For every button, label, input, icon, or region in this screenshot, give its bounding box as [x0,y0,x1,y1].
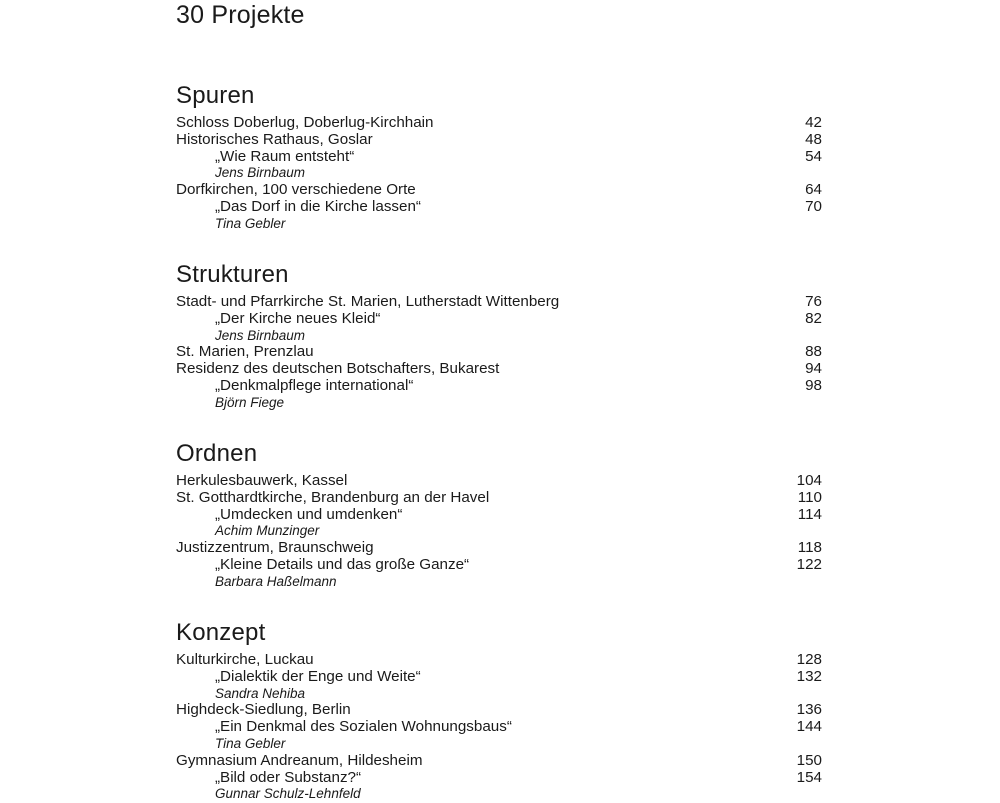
page-number: 154 [796,768,822,786]
page-number: 76 [805,293,822,310]
page-number: 128 [796,651,822,668]
toc-author [176,736,822,753]
toc-project-entry[interactable] [176,540,822,557]
entry-title: Herkulesbauwerk, Kassel [176,472,348,489]
entry-title: Highdeck-Siedlung, Berlin [176,701,351,719]
page-number: 104 [796,472,822,489]
toc-essay-entry[interactable] [176,311,822,328]
page-number: 144 [796,718,822,736]
toc-author [176,216,822,233]
author-name: Sandra Nehiba [215,685,306,701]
entry-title: Stadt- und Pfarrkirche St. Marien, Lutherstadt Wittenberg [176,293,560,310]
section-title: Spuren [176,82,255,109]
toc-essay-entry[interactable] [176,770,822,787]
toc-section [176,440,822,591]
toc-project-entry[interactable] [176,490,822,507]
entry-title: St. Gotthardtkirche, Brandenburg an der Havel [176,488,490,506]
toc-author [176,328,822,345]
page-number: 110 [797,488,822,506]
entry-title: „Denkmalpflege international“ [215,376,414,394]
entry-title: Dorfkirchen, 100 verschiedene Orte [176,181,416,199]
toc-essay-entry[interactable] [176,378,822,395]
toc-essay-entry[interactable] [176,719,822,736]
page-number: 54 [805,147,822,165]
page-number: 132 [796,667,822,685]
toc-project-entry[interactable] [176,294,822,311]
entry-title: „Dialektik der Enge und Weite“ [215,667,421,685]
entry-list [176,115,822,233]
toc-essay-entry[interactable] [176,199,822,216]
toc-author [176,574,822,591]
author-name: Barbara Haßelmann [215,573,337,589]
table-of-contents [176,0,822,802]
toc-essay-entry[interactable] [176,507,822,524]
entry-title: Kulturkirche, Luckau [176,651,314,668]
author-name: Tina Gebler [215,215,286,231]
toc-essay-entry[interactable] [176,669,822,686]
page-number: 136 [796,701,822,719]
author-name: Jens Birnbaum [215,327,306,343]
entry-title: Schloss Doberlug, Doberlug-Kirchhain [176,114,434,131]
toc-author [176,165,822,182]
entry-title: „Bild oder Substanz?“ [215,768,362,786]
toc-author [176,786,822,803]
entry-title: „Ein Denkmal des Sozialen Wohnungsbaus“ [215,718,512,736]
author-name: Tina Gebler [215,735,286,751]
page-number: 94 [805,360,822,378]
section-title: Ordnen [176,440,258,467]
section-title: Konzept [176,619,266,646]
section-title: Strukturen [176,261,289,288]
entry-list [176,294,822,412]
entry-title: „Wie Raum entsteht“ [215,147,355,165]
toc-project-entry[interactable] [176,344,822,361]
toc-author [176,686,822,703]
page-number: 88 [805,343,822,361]
toc-project-entry[interactable] [176,115,822,132]
toc-project-entry[interactable] [176,132,822,149]
toc-section [176,82,822,233]
author-name: Jens Birnbaum [215,165,306,181]
entry-title: Residenz des deutschen Botschafters, Bukarest [176,360,500,378]
page-title: 30 Projekte [176,1,305,29]
page-number: 118 [797,539,822,557]
toc-section [176,261,822,412]
toc-project-entry[interactable] [176,753,822,770]
page-number: 114 [797,505,822,523]
page-number: 42 [805,114,822,131]
toc-project-entry[interactable] [176,361,822,378]
author-name: Achim Munzinger [215,523,320,539]
page-number: 150 [796,751,822,769]
page-number: 122 [796,555,822,573]
page-number: 48 [805,130,822,148]
entry-title: „Umdecken und umdenken“ [215,505,403,523]
toc-author [176,395,822,412]
toc-author [176,523,822,540]
entry-title: „Der Kirche neues Kleid“ [215,309,381,327]
entry-title: Gymnasium Andreanum, Hildesheim [176,751,423,769]
entry-title: Historisches Rathaus, Goslar [176,130,373,148]
entry-title: „Kleine Details und das große Ganze“ [215,555,470,573]
page-number: 70 [805,197,822,215]
toc-project-entry[interactable] [176,182,822,199]
page-number: 64 [805,181,822,199]
entry-title: „Das Dorf in die Kirche lassen“ [215,197,421,215]
entry-list [176,473,822,591]
toc-essay-entry[interactable] [176,557,822,574]
entry-title: Justizzentrum, Braunschweig [176,539,374,557]
toc-section [176,619,822,803]
toc-project-entry[interactable] [176,473,822,490]
page-number: 82 [805,309,822,327]
toc-project-entry[interactable] [176,702,822,719]
entry-title: St. Marien, Prenzlau [176,343,314,361]
author-name: Björn Fiege [215,394,285,410]
author-name: Gunnar Schulz-Lehnfeld [215,786,361,802]
page-number: 98 [805,376,822,394]
toc-project-entry[interactable] [176,652,822,669]
entry-list [176,652,822,803]
toc-essay-entry[interactable] [176,149,822,166]
